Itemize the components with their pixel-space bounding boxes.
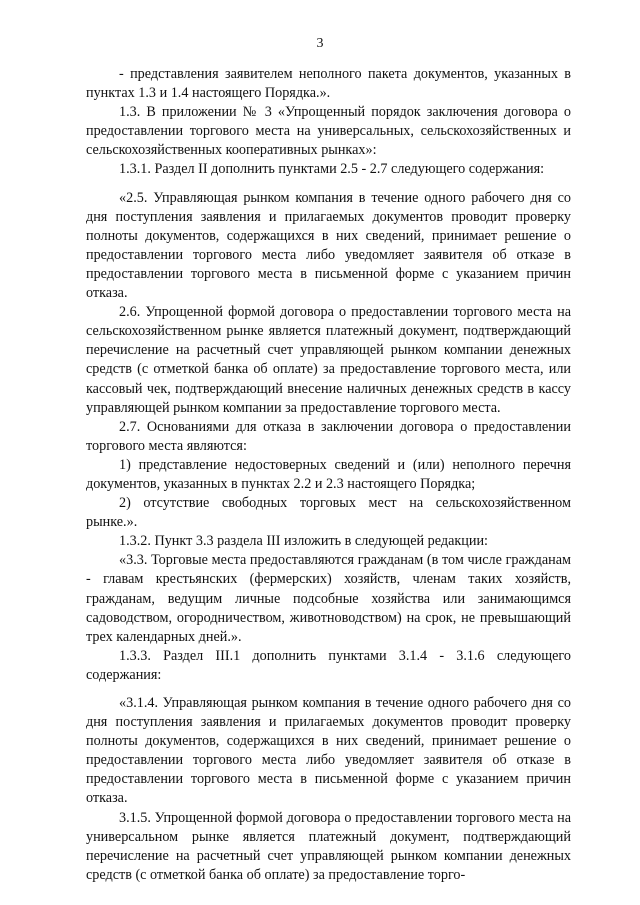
page-number: 3 xyxy=(316,36,324,51)
paragraph: 2.7. Основаниями для отказа в заключении договора о предоставлении торгового места являются: xyxy=(86,418,571,454)
paragraph: 1) представление недостоверных сведений и (или) неполного перечня документов, указанных в пунктах 2.2 и 2.3 настоящего Порядка; xyxy=(86,456,571,492)
paragraph: 1.3.1. Раздел II дополнить пунктами 2.5 - 2.7 следующего содержания: xyxy=(119,161,545,178)
paragraph: «3.1.4. Управляющая рынком компания в течение одного рабочего дня со дня поступления заявления и прилагаемых документов проводит проверку полноты документов, содержащихся в них сведений, принимает решение о предоставлении торгового места либо уведомляет заявителя об отказе в предоставлении торгового места в письменной форме с указанием причин отказа. xyxy=(86,695,571,807)
paragraph: 1.3. В приложении № 3 «Упрощенный порядок заключения договора о предоставлении торгового места на универсальных, сельскохозяйственных и сельскохозяйственных кооперативных рынках»: xyxy=(86,104,571,159)
paragraph: «3.3. Торговые места предоставляются гражданам (в том числе гражданам - главам крестьянских (фермерских) хозяйств, членам таких хозяйств, гражданам, ведущим личные подсобные хозяйства или занимающимся садоводством, огородничеством, животноводством) на срок, не превышающий трех календарных дней.». xyxy=(86,552,571,645)
paragraph: «2.5. Управляющая рынком компания в течение одного рабочего дня со дня поступления заявления и прилагаемых документов проводит проверку полноты документов, содержащихся в них сведений, принимает решение о предоставлении торгового места либо уведомляет заявителя об отказе в предоставлении торгового места в письменной форме с указанием причин отказа. xyxy=(86,189,571,302)
paragraph: 2) отсутствие свободных торговых мест на сельскохозяйственном рынке.». xyxy=(86,495,571,531)
document-body xyxy=(86,65,571,885)
paragraph: - представления заявителем неполного пакета документов, указанных в пунктах 1.3 и 1.4 настоящего Порядка.». xyxy=(86,66,571,102)
paragraph: 1.3.2. Пункт 3.3 раздела III изложить в следующей редакции: xyxy=(119,533,488,550)
paragraph: 1.3.3. Раздел III.1 дополнить пунктами 3.1.4 - 3.1.6 следующего содержания: xyxy=(86,647,571,683)
paragraph: 3.1.5. Упрощенной формой договора о предоставлении торгового места на универсальном рынке является платежный документ, подтверждающий перечисление на расчетный счет управляющей рынком компании денежных средств (с отметкой банка об оплате) за предоставление торго- xyxy=(86,809,571,883)
paragraph: 2.6. Упрощенной формой договора о предоставлении торгового места на сельскохозяйственном рынке является платежный документ, подтверждающий перечисление на расчетный счет управляющей рынком компании денежных средств (с отметкой банка об оплате) за предоставление торгового места, или кассовый чек, подтверждающий внесение наличных денежных средств в кассу управляющей рынком компании за предоставление торгового места. xyxy=(86,304,571,416)
